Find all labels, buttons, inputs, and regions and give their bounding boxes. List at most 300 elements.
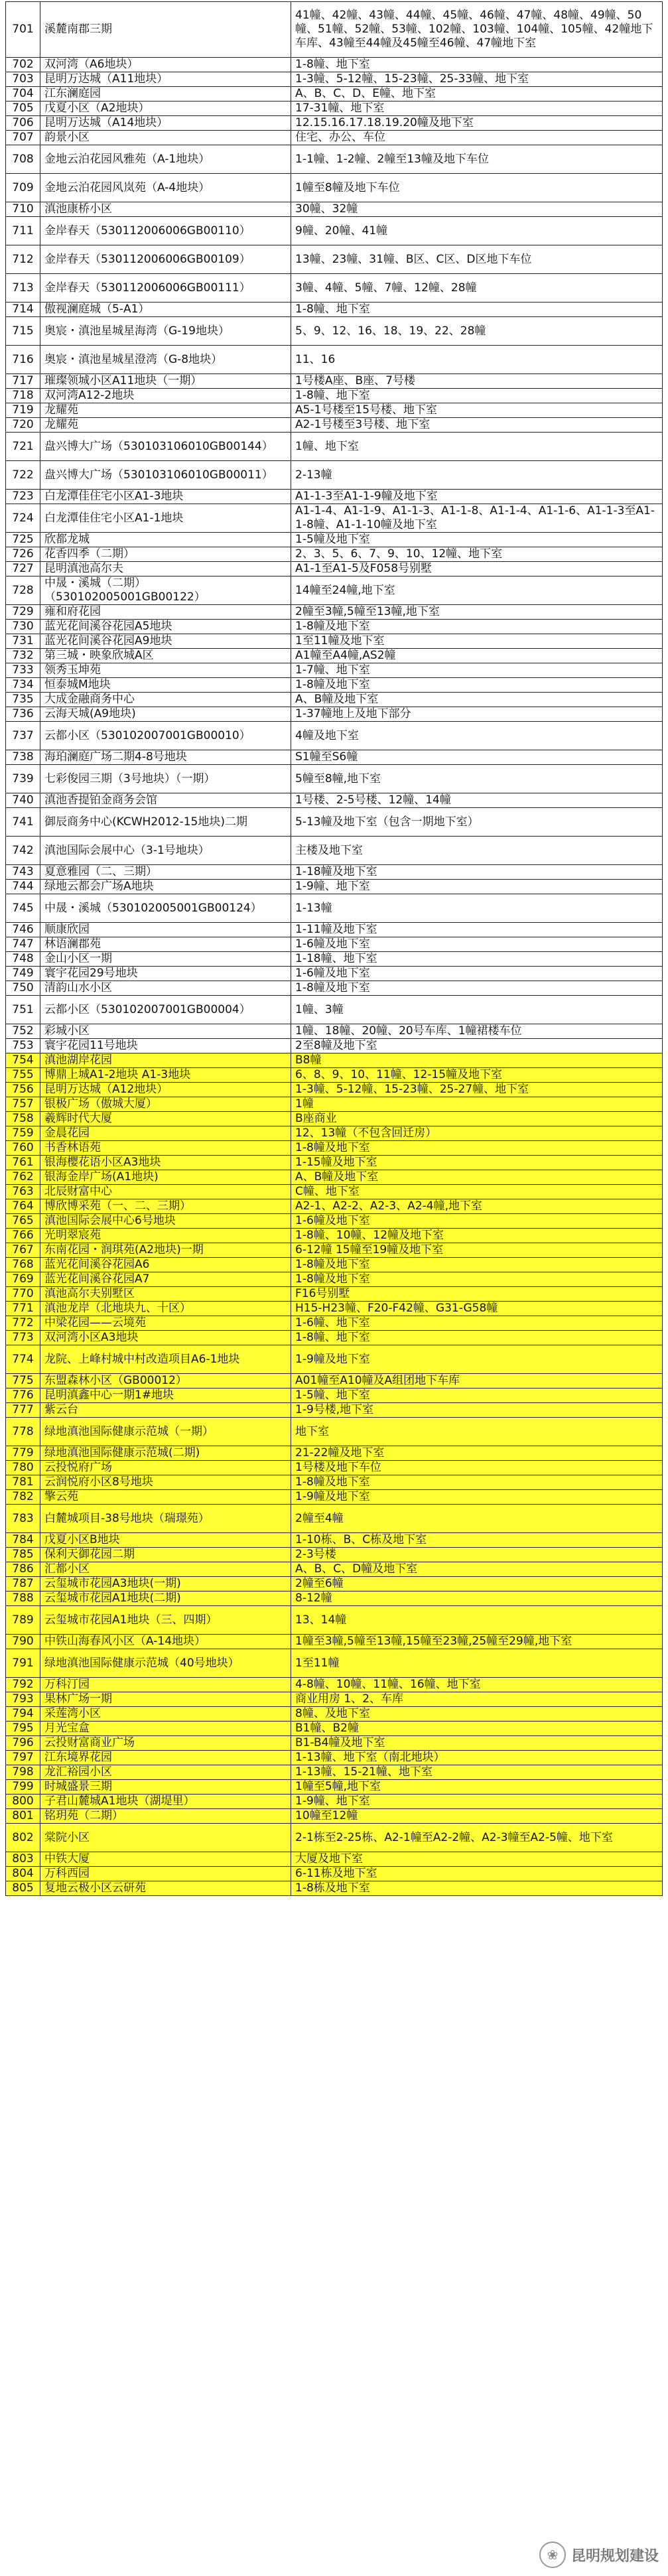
row-number: 751 [6, 996, 40, 1024]
table-row [6, 967, 663, 981]
row-number: 780 [6, 1461, 40, 1475]
row-number: 805 [6, 1881, 40, 1896]
project-name: 云都小区（530102007001GB00004） [40, 996, 291, 1024]
building-scope: 1-8幢及地下室 [291, 1258, 663, 1272]
row-number: 739 [6, 765, 40, 793]
row-number: 715 [6, 317, 40, 346]
row-number: 756 [6, 1083, 40, 1097]
building-scope: 5、9、12、16、18、19、22、28幢 [291, 317, 663, 346]
project-name: 江东境界花园 [40, 1751, 291, 1765]
table-row [6, 1692, 663, 1707]
table-row [6, 1024, 663, 1039]
table-row [6, 1170, 663, 1185]
table-row [6, 58, 663, 72]
table-row [6, 374, 663, 389]
project-name: 擎云苑 [40, 1490, 291, 1505]
building-scope: 1-9幢及地下室 [291, 1490, 663, 1505]
project-name: 滇池香提铂金商务会馆 [40, 793, 291, 808]
table-row [6, 418, 663, 433]
row-number: 709 [6, 174, 40, 202]
table-row [6, 605, 663, 620]
building-scope: 1幢至8幢及地下车位 [291, 174, 663, 202]
building-scope: 1幢、18幢、20幢、20号车库、1幢裙楼车位 [291, 1024, 663, 1039]
table-row [6, 490, 663, 504]
row-number: 702 [6, 58, 40, 72]
row-number: 760 [6, 1141, 40, 1156]
project-name: 铭玥苑（二期） [40, 1809, 291, 1824]
table-row [6, 1126, 663, 1141]
table-row [6, 1141, 663, 1156]
building-scope: H15-H23幢、F20-F42幢、G31-G58幢 [291, 1302, 663, 1316]
building-scope: 2、3、5、6、7、9、10、12幢、地下室 [291, 547, 663, 562]
watermark [539, 2542, 659, 2568]
row-number: 790 [6, 1635, 40, 1649]
table-row [6, 808, 663, 837]
row-number: 714 [6, 303, 40, 317]
project-name: 清韵山水小区 [40, 981, 291, 996]
table-row [6, 1403, 663, 1418]
project-name: 双河湾小区A3地块 [40, 1331, 291, 1345]
project-name: 昆明万达城（A14地块） [40, 116, 291, 131]
project-name: 戊夏小区B地块 [40, 1533, 291, 1548]
building-scope: 1-13幢、地下室（南北地块） [291, 1751, 663, 1765]
row-number: 718 [6, 389, 40, 403]
table-row [6, 562, 663, 576]
row-number: 719 [6, 403, 40, 418]
row-number: 765 [6, 1214, 40, 1229]
row-number: 701 [6, 2, 40, 58]
building-scope: 1-13幢 [291, 894, 663, 923]
project-name: 蓝光花间溪谷花园A9地块 [40, 634, 291, 649]
table-row [6, 346, 663, 374]
building-scope: 1-8栋及地下室 [291, 1881, 663, 1896]
project-name: 御辰商务中心(KCWH2012-15地块)二期 [40, 808, 291, 837]
building-scope: 1-3幢、5-12幢、15-23幢、25-33幢、地下室 [291, 72, 663, 87]
project-name: 云都小区（530102007001GB00010） [40, 722, 291, 750]
table-row [6, 1258, 663, 1272]
building-scope: A5-1号楼至15号楼、地下室 [291, 403, 663, 418]
project-name: 七彩俊园三期（3号地块）（一期） [40, 765, 291, 793]
project-name: 子君山麓城A1地块（湖堤里） [40, 1795, 291, 1809]
row-number: 731 [6, 634, 40, 649]
row-number: 742 [6, 837, 40, 865]
row-number: 740 [6, 793, 40, 808]
project-name: 绿地滇池国际健康示范城(二期) [40, 1446, 291, 1461]
building-scope: 1幢至3幢,5幢至13幢,15幢至23幢,25幢至29幢,地下室 [291, 1635, 663, 1649]
building-scope: 8-12幢 [291, 1592, 663, 1606]
row-number: 769 [6, 1272, 40, 1287]
project-name: 昆明万达城（A12地块） [40, 1083, 291, 1097]
table-row [6, 1722, 663, 1736]
table-row [6, 145, 663, 174]
table-row [6, 678, 663, 693]
row-number: 787 [6, 1577, 40, 1592]
row-number: 745 [6, 894, 40, 923]
row-number: 749 [6, 967, 40, 981]
building-scope: A2-1、A2-2、A2-3、A2-4幢,地下室 [291, 1199, 663, 1214]
building-scope: C幢、地下室 [291, 1185, 663, 1199]
project-name: 滇池龙岸（北地块九、十区） [40, 1302, 291, 1316]
building-scope: 30幢、32幢 [291, 202, 663, 217]
row-number: 771 [6, 1302, 40, 1316]
table-row [6, 1287, 663, 1302]
table-row [6, 996, 663, 1024]
table-row [6, 952, 663, 967]
row-number: 704 [6, 87, 40, 102]
building-scope: 1-8幢、地下室 [291, 389, 663, 403]
building-scope: 1-11幢及地下室 [291, 923, 663, 937]
table-row [6, 131, 663, 145]
table-row [6, 533, 663, 547]
building-scope: 1-18幢、地下室 [291, 952, 663, 967]
project-name: 羲辉时代大厦 [40, 1112, 291, 1126]
building-scope: 1-7幢、地下室 [291, 663, 663, 678]
building-scope: A、B、C、D幢及地下室 [291, 1562, 663, 1577]
building-scope: 1-8幢、地下室 [291, 58, 663, 72]
building-scope: 12.15.16.17.18.19.20幢及地下室 [291, 116, 663, 131]
table-row [6, 1490, 663, 1505]
row-number: 744 [6, 880, 40, 894]
table-row [6, 894, 663, 923]
building-scope: 2幢至3幢,5幢至13幢,地下室 [291, 605, 663, 620]
project-name: 盘兴博大广场（530103106010GB00144） [40, 433, 291, 461]
project-name: 银极广场（傲城大厦） [40, 1097, 291, 1112]
table-row [6, 174, 663, 202]
table-row [6, 1678, 663, 1692]
row-number: 713 [6, 274, 40, 303]
table-row [6, 1316, 663, 1331]
row-number: 783 [6, 1505, 40, 1533]
row-number: 724 [6, 504, 40, 533]
building-scope: 11、16 [291, 346, 663, 374]
building-scope: 1-37幢地上及地下部分 [291, 707, 663, 722]
project-name: 韵景小区 [40, 131, 291, 145]
building-scope: 2幢至4幢 [291, 1505, 663, 1533]
row-number: 759 [6, 1126, 40, 1141]
building-scope: S1幢至S6幢 [291, 750, 663, 765]
row-number: 786 [6, 1562, 40, 1577]
project-name: 云玺城市花园A1地块（三、四期） [40, 1606, 291, 1635]
building-scope: 1-8幢及地下室 [291, 678, 663, 693]
project-name: 绿地滇池国际健康示范城（一期） [40, 1418, 291, 1446]
table-row [6, 1809, 663, 1824]
row-number: 730 [6, 620, 40, 634]
table-row [6, 504, 663, 533]
project-name: 绿地云都会广场A地块 [40, 880, 291, 894]
building-scope: 1-6幢、地下室 [291, 1316, 663, 1331]
project-name: 银海樱花语小区A3地块 [40, 1156, 291, 1170]
row-number: 772 [6, 1316, 40, 1331]
project-name: 白龙潭佳住宅小区A1-1地块 [40, 504, 291, 533]
building-scope: 1-6幢及地下室 [291, 1214, 663, 1229]
building-scope: A1-1-3至A1-1-9幢及地下室 [291, 490, 663, 504]
table-row [6, 1214, 663, 1229]
table-row [6, 461, 663, 490]
row-number: 762 [6, 1170, 40, 1185]
row-number: 708 [6, 145, 40, 174]
building-scope: 4-8幢、10幢、11幢、16幢、地下室 [291, 1678, 663, 1692]
project-name: 时城盛景三期 [40, 1780, 291, 1795]
table-row [6, 1243, 663, 1258]
building-scope: 1-8幢及地下室 [291, 1475, 663, 1490]
row-number: 775 [6, 1374, 40, 1389]
building-scope: 1-15幢及地下室 [291, 1156, 663, 1170]
table-row [6, 1461, 663, 1475]
project-name: 金岸春天（530112006006GB00109） [40, 245, 291, 274]
row-number: 774 [6, 1345, 40, 1374]
row-number: 757 [6, 1097, 40, 1112]
table-row [6, 1185, 663, 1199]
table-row [6, 1505, 663, 1533]
row-number: 789 [6, 1606, 40, 1635]
table-row [6, 1272, 663, 1287]
project-name: 昆明滇鑫中心一期1#地块 [40, 1389, 291, 1403]
table-row [6, 707, 663, 722]
table-row [6, 1112, 663, 1126]
project-name: 金地云泊花园风雅苑（A-1地块） [40, 145, 291, 174]
building-scope: 1-6幢及地下室 [291, 967, 663, 981]
row-number: 729 [6, 605, 40, 620]
project-name: 果林广场一期 [40, 1692, 291, 1707]
building-scope: 1至11幢及地下室 [291, 634, 663, 649]
table-row [6, 649, 663, 663]
row-number: 728 [6, 576, 40, 605]
building-scope: 17-31幢、地下室 [291, 102, 663, 116]
project-name: 寰宇花园11号地块 [40, 1039, 291, 1053]
project-name: 滇池国际会展中心6号地块 [40, 1214, 291, 1229]
building-scope: 14幢至24幢,地下室 [291, 576, 663, 605]
row-number: 766 [6, 1229, 40, 1243]
row-number: 767 [6, 1243, 40, 1258]
project-name: 江东澜庭园 [40, 87, 291, 102]
building-scope: 商业用房 1、2、车库 [291, 1692, 663, 1707]
table-row [6, 1156, 663, 1170]
row-number: 803 [6, 1852, 40, 1867]
building-scope: 1-1幢、1-2幢、2幢至13幢及地下车位 [291, 145, 663, 174]
building-scope: 1-9号楼,地下室 [291, 1403, 663, 1418]
building-scope: 9幢、20幢、41幢 [291, 217, 663, 245]
table-row [6, 1229, 663, 1243]
building-scope: 1-8幢、10幢、12幢及地下室 [291, 1229, 663, 1243]
table-row [6, 793, 663, 808]
project-name: 龙耀苑 [40, 403, 291, 418]
building-scope: 地下室 [291, 1418, 663, 1446]
row-number: 741 [6, 808, 40, 837]
table-row [6, 202, 663, 217]
table-row [6, 303, 663, 317]
table-row [6, 1345, 663, 1374]
project-name: 璀璨领城小区A11地块（一期） [40, 374, 291, 389]
row-number: 782 [6, 1490, 40, 1505]
table-row [6, 547, 663, 562]
project-name: 棠院小区 [40, 1824, 291, 1852]
row-number: 727 [6, 562, 40, 576]
table-row [6, 1068, 663, 1083]
building-scope: 21-22幢及地下室 [291, 1446, 663, 1461]
project-name: 第三城・映象欣城A区 [40, 649, 291, 663]
building-scope: 1幢至5幢,地下室 [291, 1780, 663, 1795]
building-scope: 1-5幢、地下室 [291, 1389, 663, 1403]
project-name: 云投财富商业广场 [40, 1736, 291, 1751]
row-number: 755 [6, 1068, 40, 1083]
building-scope: 2-1栋至2-25栋、A2-1幢至A2-2幢、A2-3幢至A2-5幢、地下室 [291, 1824, 663, 1852]
table-row [6, 1852, 663, 1867]
building-scope: A1幢至A4幢,AS2幢 [291, 649, 663, 663]
building-scope: 1-8幢及地下室 [291, 1141, 663, 1156]
building-scope: 1-18幢及地下室 [291, 865, 663, 880]
table-row [6, 1881, 663, 1896]
table-row [6, 1765, 663, 1780]
table-row [6, 837, 663, 865]
row-number: 738 [6, 750, 40, 765]
project-name: 保利天御花园二期 [40, 1548, 291, 1562]
table-row [6, 1736, 663, 1751]
building-scope: A1-1至A1-5及F058号别墅 [291, 562, 663, 576]
project-name: 云玺城市花园A1地块(二期) [40, 1592, 291, 1606]
project-name: 昆明万达城（A11地块） [40, 72, 291, 87]
building-scope: 8幢、及地下室 [291, 1707, 663, 1722]
table-row [6, 274, 663, 303]
project-name: 紫云台 [40, 1403, 291, 1418]
building-scope: 1号楼及地下车位 [291, 1461, 663, 1475]
table-row [6, 1780, 663, 1795]
building-scope: 大厦及地下室 [291, 1852, 663, 1867]
project-name: 双河湾（A6地块） [40, 58, 291, 72]
project-name: 恒泰城M地块 [40, 678, 291, 693]
building-scope: 12、13幢（不包含回迁房） [291, 1126, 663, 1141]
project-name: 盘兴博大广场（530103106010GB00011） [40, 461, 291, 490]
building-scope: 1号楼A座、B座、7号楼 [291, 374, 663, 389]
building-scope: 1-10栋、B、C栋及地下室 [291, 1533, 663, 1548]
project-name: 双河湾A12-2地块 [40, 389, 291, 403]
project-name: 蓝光花间溪谷花园A6 [40, 1258, 291, 1272]
project-name: 万科汀园 [40, 1678, 291, 1692]
building-scope: B座商业 [291, 1112, 663, 1126]
building-scope: 1-8幢、地下室 [291, 1331, 663, 1345]
building-scope: 2-3号楼 [291, 1548, 663, 1562]
row-number: 705 [6, 102, 40, 116]
building-scope: 6-11栋及地下室 [291, 1867, 663, 1881]
row-number: 763 [6, 1185, 40, 1199]
row-number: 716 [6, 346, 40, 374]
project-name: 云润悦府小区8号地块 [40, 1475, 291, 1490]
table-row [6, 1083, 663, 1097]
table-row [6, 403, 663, 418]
project-name: 北辰财富中心 [40, 1185, 291, 1199]
project-name: 中铁山海春风小区（A-14地块） [40, 1635, 291, 1649]
table-row [6, 245, 663, 274]
project-name: 寰宇花园29号地块 [40, 967, 291, 981]
housing-list-sheet [5, 1, 662, 1896]
table-row [6, 1389, 663, 1403]
row-number: 770 [6, 1287, 40, 1302]
table-row [6, 102, 663, 116]
table-row [6, 1331, 663, 1345]
table-row [6, 880, 663, 894]
project-name: 中晟・溪城（530102005001GB00124） [40, 894, 291, 923]
table-body [6, 2, 663, 1896]
row-number: 712 [6, 245, 40, 274]
project-name: 博鼎上城A1-2地块 A1-3地块 [40, 1068, 291, 1083]
row-number: 736 [6, 707, 40, 722]
table-row [6, 1039, 663, 1053]
row-number: 791 [6, 1649, 40, 1678]
table-row [6, 1097, 663, 1112]
building-scope: A1-1-4、A1-1-9、A1-1-3、A1-1-8、A1-1-4、A1-1-6、A1-1-3至A1-1-8幢、A1-1-10幢及地下室 [291, 504, 663, 533]
row-number: 726 [6, 547, 40, 562]
table-row [6, 576, 663, 605]
table-row [6, 1562, 663, 1577]
row-number: 800 [6, 1795, 40, 1809]
building-scope: 1至11幢 [291, 1649, 663, 1678]
row-number: 732 [6, 649, 40, 663]
project-name: 金岸春天（530112006006GB00111） [40, 274, 291, 303]
table-row [6, 1053, 663, 1068]
row-number: 725 [6, 533, 40, 547]
building-scope: 5-13幢及地下室（包含一期地下室） [291, 808, 663, 837]
project-name: 中晟・溪城（二期）（530102005001GB00122） [40, 576, 291, 605]
table-row [6, 1577, 663, 1592]
project-name: 博欣博采苑（一、二、三期） [40, 1199, 291, 1214]
project-name: 云玺城市花园A3地块(一期) [40, 1577, 291, 1592]
row-number: 743 [6, 865, 40, 880]
table-row [6, 2, 663, 58]
row-number: 801 [6, 1809, 40, 1824]
project-name: 采莲湾小区 [40, 1707, 291, 1722]
row-number: 773 [6, 1331, 40, 1345]
table-row [6, 87, 663, 102]
building-scope: 2-13幢 [291, 461, 663, 490]
building-scope: 13、14幢 [291, 1606, 663, 1635]
row-number: 747 [6, 937, 40, 952]
building-scope: A2-1号楼至3号楼、地下室 [291, 418, 663, 433]
building-scope: A01幢至A10幢及A组团地下车库 [291, 1374, 663, 1389]
project-name: 书香林语苑 [40, 1141, 291, 1156]
table-row [6, 72, 663, 87]
row-number: 711 [6, 217, 40, 245]
building-scope: 1-8幢及地下室 [291, 620, 663, 634]
building-scope: 1幢、3幢 [291, 996, 663, 1024]
project-name: 奥宸・滇池星城星澄湾（G-8地块） [40, 346, 291, 374]
building-scope: 2至8幢及地下室 [291, 1039, 663, 1053]
building-scope: 3幢、4幢、5幢、7幢、12幢、28幢 [291, 274, 663, 303]
watermark-text: 昆明规划建设 [570, 2547, 659, 2565]
building-scope: 1-9幢、地下室 [291, 1795, 663, 1809]
row-number: 797 [6, 1751, 40, 1765]
project-name: 月光宝盒 [40, 1722, 291, 1736]
row-number: 717 [6, 374, 40, 389]
table-row [6, 750, 663, 765]
building-scope: 1-13幢、15-21幢、地下室 [291, 1765, 663, 1780]
project-name: 龙耀苑 [40, 418, 291, 433]
row-number: 798 [6, 1765, 40, 1780]
table-row [6, 865, 663, 880]
project-name: 龙院、上峰村城中村改造项目A6-1地块 [40, 1345, 291, 1374]
building-scope: B1-B4幢及地下室 [291, 1736, 663, 1751]
building-scope: B8幢 [291, 1053, 663, 1068]
row-number: 733 [6, 663, 40, 678]
building-scope: 1幢 [291, 1097, 663, 1112]
table-row [6, 1635, 663, 1649]
table-row [6, 1606, 663, 1635]
table-row [6, 1795, 663, 1809]
table-row [6, 1446, 663, 1461]
project-name: 顺康欣园 [40, 923, 291, 937]
project-name: 蓝光花间溪谷花园A7 [40, 1272, 291, 1287]
row-number: 778 [6, 1418, 40, 1446]
project-name: 欣都龙城 [40, 533, 291, 547]
project-name: 东南花园・润琪苑(A2地块)一期 [40, 1243, 291, 1258]
